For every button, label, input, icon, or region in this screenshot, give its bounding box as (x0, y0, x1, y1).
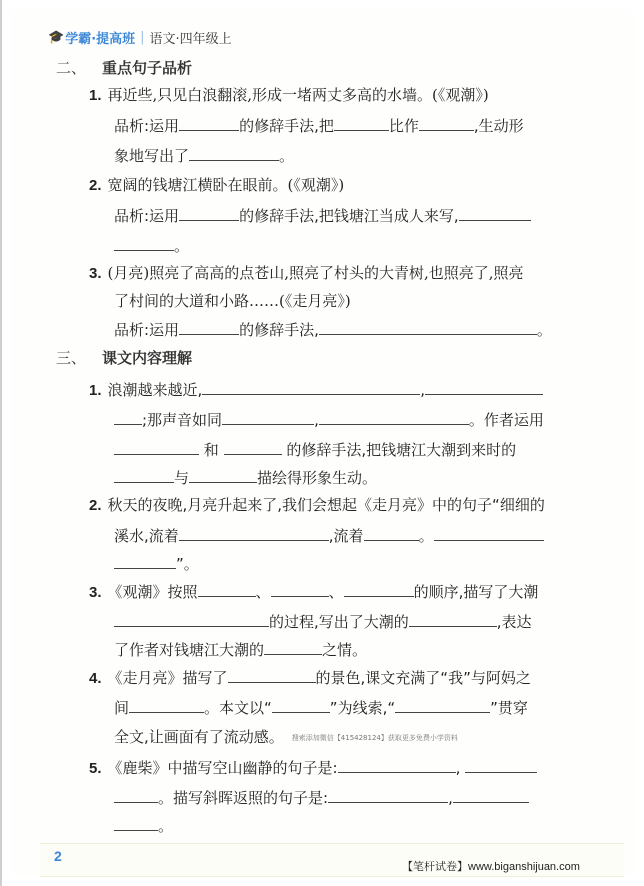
s2-q2-text (89, 174, 588, 197)
answer-blank[interactable] (395, 696, 490, 713)
s3-q1-line2 (114, 408, 588, 431)
answer-blank[interactable] (224, 438, 282, 455)
label: 象地写出了 (114, 147, 190, 165)
label: 。 (536, 321, 552, 339)
s2-q3-text-line2 (114, 290, 588, 312)
label: 品析:运用 (114, 117, 180, 135)
s3-q2-line3 (114, 552, 588, 575)
answer-blank[interactable] (328, 786, 448, 803)
text: 的修辞手法,把钱塘江大潮到来时的 (286, 441, 517, 459)
text: ,流着 (328, 527, 364, 545)
question-text: 再近些,只见白浪翻滚,形成一堵两丈多高的水墙。(《观潮》) (107, 86, 489, 104)
text: 描绘得形象生动。 (257, 469, 378, 487)
answer-blank[interactable] (264, 638, 322, 655)
answer-blank[interactable] (434, 524, 544, 541)
text: 与 (174, 469, 190, 487)
text: 。 (158, 817, 174, 835)
answer-blank[interactable] (114, 438, 199, 455)
answer-blank[interactable] (202, 378, 420, 395)
text: 之情。 (322, 641, 368, 659)
text: , (455, 759, 461, 777)
s3-q1-line3 (114, 438, 588, 461)
text: 。本文以“ (204, 699, 272, 717)
text: 和 (203, 441, 219, 459)
answer-blank[interactable] (179, 204, 239, 221)
page-edge (0, 0, 2, 886)
s3-q5-line3 (114, 814, 588, 837)
section-number: 二、 (56, 59, 87, 77)
s2-q3-text-line1 (89, 262, 588, 285)
source-link[interactable]: 【笔杆试卷】www.biganshijuan.com (402, 861, 580, 873)
text: ,表达 (496, 613, 532, 631)
text: 溪水,流着 (114, 527, 179, 545)
graduation-cap-icon: 🎓 (48, 30, 65, 45)
answer-blank[interactable] (453, 786, 529, 803)
brand-logo (48, 28, 135, 47)
question-text: 了村间的大道和小路……(《走月亮》) (114, 292, 351, 310)
text: 。作者运用 (468, 411, 544, 429)
s2-q3-answer (114, 318, 588, 341)
answer-blank[interactable] (114, 552, 176, 569)
text: 《观潮》按照 (107, 583, 198, 601)
s3-q4-line2 (114, 696, 588, 719)
answer-blank[interactable] (319, 318, 537, 335)
question-number: 2. (89, 177, 102, 194)
text: 。 (418, 527, 434, 545)
answer-blank[interactable] (114, 814, 158, 831)
section-title: 课文内容理解 (102, 349, 193, 367)
answer-blank[interactable] (114, 786, 158, 803)
text: 了作者对钱塘江大潮的 (114, 641, 265, 659)
brand-name: 学霸·提高班 (65, 32, 136, 47)
answer-blank[interactable] (364, 524, 419, 541)
watermark-text: 搜索添加微信【415428124】获取更多免费小学资料 (291, 733, 458, 742)
question-number: 1. (89, 382, 102, 399)
answer-blank[interactable] (222, 408, 314, 425)
answer-blank[interactable] (114, 610, 269, 627)
section-number: 三、 (56, 349, 87, 367)
text: 的顺序,描写了大潮 (413, 583, 539, 601)
s3-q1-line1 (89, 378, 588, 402)
answer-blank[interactable] (189, 144, 279, 161)
answer-blank[interactable] (271, 580, 329, 597)
text: 的景色,课文充满了“我”与阿妈之 (315, 669, 531, 687)
answer-blank[interactable] (272, 696, 330, 713)
text: ”。 (176, 555, 199, 573)
s3-q1-line4 (114, 466, 588, 489)
question-number: 5. (89, 760, 102, 777)
header-subtitle: 语文·四年级上 (149, 32, 232, 47)
s3-q2-line2 (114, 524, 588, 547)
s2-q1-answer-line1 (114, 114, 588, 137)
question-number: 3. (89, 265, 102, 282)
label: ,生动形 (473, 117, 524, 135)
text: 秋天的夜晚,月亮升起来了,我们会想起《走月亮》中的句子“细细的 (107, 496, 545, 514)
s3-q3-line1 (89, 580, 588, 604)
label: 的修辞手法, (239, 321, 319, 339)
text: 全文,让画面有了流动感。 (114, 728, 284, 746)
label: 的修辞手法,把 (239, 117, 334, 135)
text: , (314, 411, 319, 429)
section-heading-2 (56, 57, 192, 78)
answer-blank[interactable] (198, 580, 256, 597)
answer-blank[interactable] (179, 318, 239, 335)
text: ”为线索,“ (329, 699, 396, 717)
header-separator: | (140, 30, 145, 45)
question-number: 4. (89, 670, 102, 687)
text: 《走月亮》描写了 (107, 669, 228, 687)
s2-q2-answer-line1 (114, 204, 588, 227)
s3-q2-line1 (89, 494, 588, 517)
answer-blank[interactable] (319, 408, 469, 425)
text: ”贯穿 (490, 699, 528, 717)
answer-blank[interactable] (129, 696, 204, 713)
s2-q1-text (89, 84, 588, 107)
question-number: 1. (89, 87, 102, 104)
answer-blank[interactable] (228, 666, 316, 683)
label: 。 (174, 237, 190, 255)
answer-blank[interactable] (114, 408, 142, 425)
section-heading-3 (56, 347, 192, 368)
question-text: 宽阔的钱塘江横卧在眼前。(《观潮》) (107, 176, 345, 194)
label: 品析:运用 (114, 207, 180, 225)
answer-blank[interactable] (459, 204, 531, 221)
label: 的修辞手法,把钱塘江当成人来写, (239, 207, 459, 225)
text: 。描写斜晖返照的句子是: (158, 789, 329, 807)
answer-blank[interactable] (409, 610, 497, 627)
answer-blank[interactable] (338, 756, 456, 773)
answer-blank[interactable] (334, 114, 389, 131)
answer-blank[interactable] (179, 524, 329, 541)
text: 的过程,写出了大潮的 (269, 613, 409, 631)
answer-blank[interactable] (114, 466, 174, 483)
page-header (48, 28, 232, 47)
text: , (420, 381, 426, 399)
s2-q2-answer-line2 (114, 234, 588, 257)
s3-q5-line1 (89, 756, 588, 780)
answer-blank[interactable] (179, 114, 239, 131)
answer-blank[interactable] (425, 378, 543, 395)
text: 浪潮越来越近, (107, 381, 203, 399)
question-number: 2. (89, 497, 102, 514)
answer-blank[interactable] (465, 756, 537, 773)
question-text: (月亮)照亮了高高的点苍山,照亮了村头的大青树,也照亮了,照亮 (107, 264, 524, 282)
text: 、 (328, 583, 344, 601)
answer-blank[interactable] (344, 580, 414, 597)
s3-q3-line3 (114, 638, 588, 661)
s3-q5-line2 (114, 786, 588, 809)
section-title: 重点句子品析 (102, 59, 193, 77)
page-number: 2 (54, 848, 62, 864)
text: , (448, 789, 453, 807)
answer-blank[interactable] (189, 466, 257, 483)
label: 品析:运用 (114, 321, 180, 339)
s3-q4-line3 (114, 726, 588, 749)
text: 《鹿柴》中描写空山幽静的句子是: (107, 759, 338, 777)
label: 比作 (388, 117, 419, 135)
text: ;那声音如同 (142, 411, 223, 429)
question-number: 3. (89, 584, 102, 601)
answer-blank[interactable] (114, 234, 174, 251)
text: 、 (255, 583, 271, 601)
label: 。 (279, 147, 295, 165)
s2-q1-answer-line2 (114, 144, 588, 167)
text: 间 (114, 699, 130, 717)
s3-q3-line2 (114, 610, 588, 633)
s3-q4-line1 (89, 666, 588, 690)
answer-blank[interactable] (419, 114, 474, 131)
